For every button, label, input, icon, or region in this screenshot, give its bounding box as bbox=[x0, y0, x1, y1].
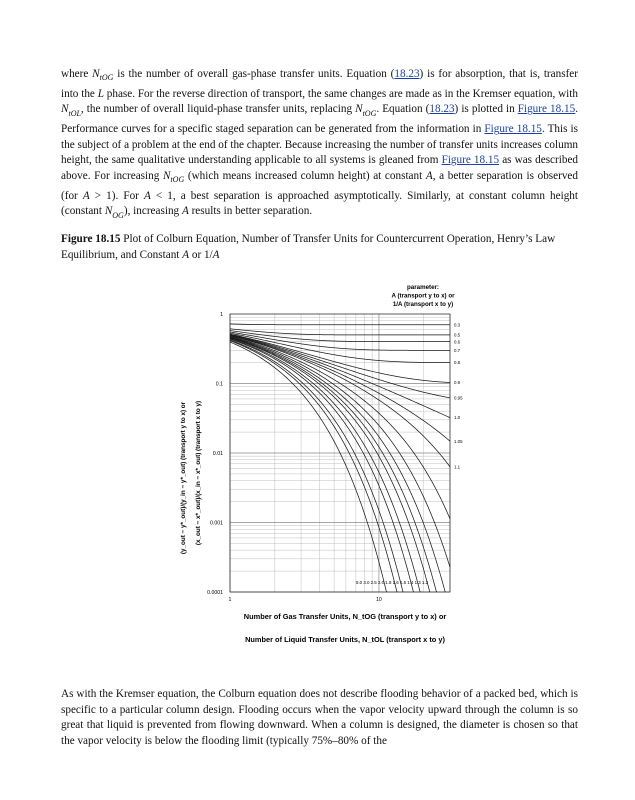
curve-param-label: 0.95 bbox=[454, 395, 463, 401]
curve-param-label: 1.0 bbox=[454, 415, 461, 421]
y-tick-label: 0.0001 bbox=[207, 590, 223, 596]
colburn-curve bbox=[230, 339, 414, 592]
y-axis-label-inner: (x_out − x*_out)/(x_in − x*_out) (transport x to y) bbox=[195, 400, 202, 546]
y-tick-label: 0.001 bbox=[210, 520, 223, 527]
bottom-curve-labels: 5.0 3.0 2.5 2.0 1.8 1.6 1.5 1.4 1.3 1.2 bbox=[356, 580, 429, 585]
param-line1: parameter: bbox=[407, 284, 439, 291]
y-tick-label: 0.01 bbox=[212, 451, 223, 457]
colburn-curve bbox=[230, 337, 446, 592]
colburn-curve bbox=[230, 337, 450, 567]
curve-param-label: 0.7 bbox=[454, 347, 461, 353]
curve-param-label: 0.6 bbox=[454, 339, 461, 345]
curve-param-label: 0.8 bbox=[454, 360, 461, 366]
colburn-curve bbox=[230, 324, 450, 325]
body-paragraph-1: where $N_{tOG}$ is the number of overall gas-phase transfer units. Equation (18.23) is for absorption, that is, transfer into the L phase. For the reverse direction of transport, the same changes are made as in the Kremser equation, with $N_{tOL}$, the number of overall liquid-phase transfer units, replacing $N_{tOG}$. Equation (18.23) is plotted in Figure 18.15. Performance curves for a specific staged separation can be generated from the information in Figure 18.15. This is the subject of a problem at the end of the chapter. Because increasing the number of transfer units increases column height, the same qualitative understanding applicable to all systems is gleaned from Figure 18.15 as was described above. For increasing $N_{tOG}$ (which means increased column height) at constant A, a better separation is observed (for A > 1). For A < 1, a best separation is approached asymptotically. Similarly, at constant column height (constant $N_{OG}$), increasing A results in better separation. bbox=[61, 68, 579, 220]
x-tick-label: 1 bbox=[228, 597, 232, 603]
param-line2: A (transport y to x) or bbox=[391, 292, 455, 300]
colburn-curve bbox=[230, 338, 430, 592]
curve-param-label: 1.1 bbox=[454, 464, 461, 470]
colburn-figure bbox=[150, 268, 490, 658]
figure-link[interactable]: Figure 18.15 bbox=[441, 154, 500, 167]
curve-param-label: 0.3 bbox=[454, 322, 461, 328]
y-tick-label: 1 bbox=[220, 312, 223, 318]
param-line3: 1/A (transport x to y) bbox=[392, 301, 454, 308]
figure-caption: Figure 18.15 Plot of Colburn Equation, Number of Transfer Units for Countercurrent Operation, Henry’s Law Equilibrium, and Constant A or 1/A bbox=[61, 233, 556, 261]
colburn-curve bbox=[230, 338, 437, 592]
x-tick-label: 10 bbox=[376, 597, 382, 603]
colburn-curve bbox=[230, 339, 420, 592]
colburn-curve bbox=[230, 340, 403, 592]
equation-link[interactable]: 18.23 bbox=[429, 103, 455, 116]
y-tick-label: 0.1 bbox=[215, 381, 223, 388]
x-axis-label-line2: Number of Liquid Transfer Units, N_tOL (transport x to y) bbox=[245, 635, 445, 644]
body-paragraph-2: As with the Kremser equation, the Colburn equation does not describe flooding behavior of a packed bed, which is specific to a particular column design. Flooding occurs when the vapor velocity upward through the column is so great that liquid is prevented from flowing downward. When a column is designed, the diameter is chosen so that the vapor velocity is below the flooding limit (typically 75%–80% of the bbox=[61, 688, 578, 747]
curve-param-label: 0.9 bbox=[454, 380, 461, 386]
equation-link[interactable]: 18.23 bbox=[394, 68, 420, 80]
y-axis-label-outer: (y_out − y*_out)/(y_in − y*_out) (transport y to x) or bbox=[180, 401, 187, 555]
figure-link[interactable]: Figure 18.15 bbox=[484, 123, 542, 136]
figure-link[interactable]: Figure 18.15 bbox=[517, 103, 576, 116]
curve-param-label: 1.05 bbox=[454, 438, 463, 444]
chart-curves bbox=[230, 324, 450, 592]
colburn-curve bbox=[230, 336, 450, 467]
colburn-curve bbox=[230, 329, 450, 335]
x-axis-label-line1: Number of Gas Transfer Units, N_tOG (transport y to x) or bbox=[243, 612, 447, 621]
curve-param-label: 0.5 bbox=[454, 332, 461, 338]
